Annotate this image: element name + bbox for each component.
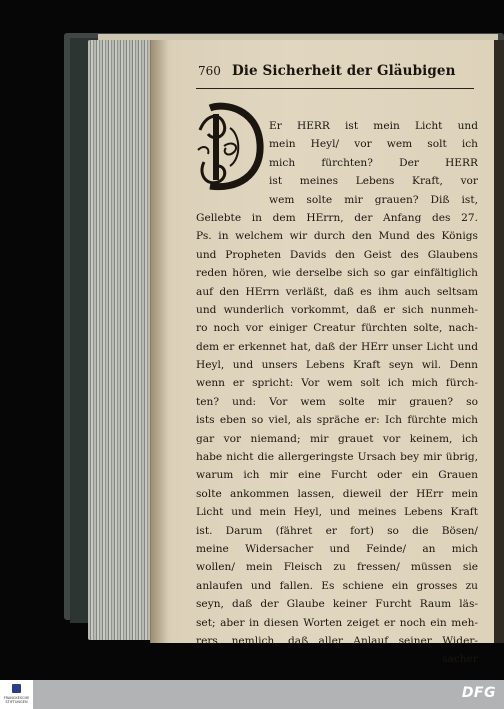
- text-line: reden hören, wie derselbe sich so gar einfältiglich: [196, 267, 478, 280]
- text-line: dem er erkennet hat, daß der HErr unser Licht und: [196, 340, 478, 353]
- page-stack-edges: [88, 40, 152, 640]
- text-line: mich fürchten? Der HERR: [269, 156, 478, 169]
- text-line: habe nicht die allergeringste Ursach bey mir übrig,: [196, 451, 478, 464]
- text-line: und wunderlich vorkommt, daß er sich nunmeh-: [196, 303, 478, 316]
- body-text: [196, 117, 478, 669]
- text-line: ist. Darum (fähret er fort) so die Bösen/: [196, 524, 478, 537]
- text-line: wollen/ mein Fleisch zu fressen/ müssen sie: [196, 561, 478, 574]
- text-line: Heyl, und unsers Lebens Kraft seyn wil. Denn: [196, 359, 478, 372]
- text-line: mein Heyl/ vor wem solt ich: [269, 138, 478, 151]
- text-line: ten? und: Vor wem solte mir grauen? so: [196, 395, 478, 408]
- text-line: ro noch vor einiger Creatur fürchten solte, nach-: [196, 322, 478, 335]
- running-header: [198, 64, 474, 86]
- text-line: gar vor niemand; mir grauet vor keinem, ich: [196, 432, 478, 445]
- page-right-edge: [494, 40, 504, 643]
- text-line: Licht und mein Heyl, und meines Lebens Kraft: [196, 506, 478, 519]
- text-line: seyn, daß der Glaube keiner Furcht Raum läs-: [196, 598, 478, 611]
- page-number: 760: [198, 64, 221, 78]
- text-line: warum ich mir eine Furcht oder ein Grauen: [196, 469, 478, 482]
- text-line: ist meines Lebens Kraft, vor: [269, 175, 478, 188]
- text-line: ists eben so viel, als spräche er: Ich fürchte mich: [196, 414, 478, 427]
- francke-foundation-logo[interactable]: [0, 680, 33, 709]
- text-line: auf den HErrn verläßt, daß es ihm auch seltsam: [196, 285, 478, 298]
- text-line: wenn er spricht: Vor wem solt ich mich fürch-: [196, 377, 478, 390]
- catchword: sacher: [442, 653, 478, 666]
- foundation-emblem-icon: [12, 684, 21, 693]
- text-line: anlaufen und fallen. Es schiene ein grosses zu: [196, 579, 478, 592]
- header-rule: [196, 88, 474, 89]
- text-line: rers, nemlich, daß aller Anlauf seiner Wider-: [196, 634, 478, 647]
- text-line: Er HERR ist mein Licht und: [269, 120, 478, 132]
- dfg-logo[interactable]: DFG: [461, 685, 496, 701]
- text-line: set; aber in diesen Worten zeiget er noch ein meh-: [196, 616, 478, 629]
- logo-caption: FRANCKESCHE STIFTUNGEN: [3, 696, 30, 704]
- running-title: Die Sicherheit der Gläubigen: [232, 63, 456, 79]
- spine-shadow: [150, 40, 168, 643]
- text-line: und Propheten Davids den Geist des Glaubens: [196, 248, 478, 261]
- text-line: Gellebte in dem HErrn, der Anfang des 27.: [196, 211, 478, 224]
- text-line: solte ankommen lassen, dieweil der HErr mein: [196, 487, 478, 500]
- text-line: Ps. in welchem wir durch den Mund des Königs: [196, 230, 478, 243]
- text-line: meine Widersacher und Feinde/ an mich: [196, 542, 478, 555]
- viewer-footer-bar: [0, 680, 504, 709]
- text-line: wem solte mir grauen? Diß ist,: [269, 193, 478, 206]
